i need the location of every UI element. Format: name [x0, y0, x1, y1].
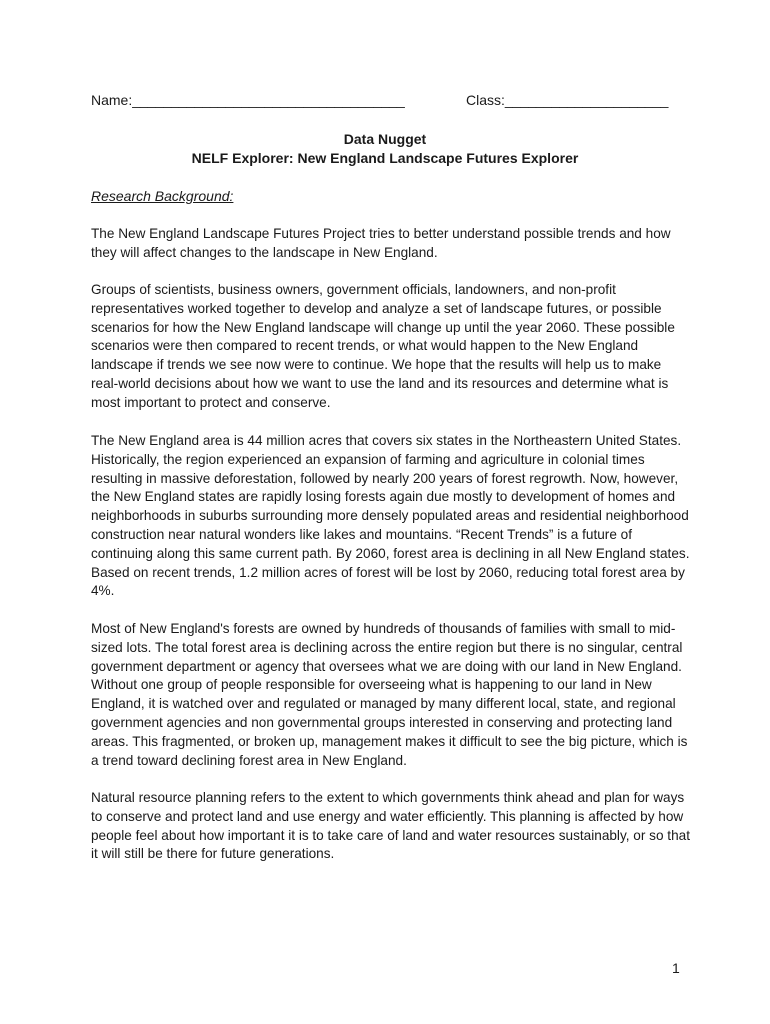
name-field-line: Name:___________________________________	[91, 92, 405, 108]
document-title: Data Nugget	[343, 131, 427, 147]
section-heading: Research Background:	[91, 188, 234, 204]
page-number: 1	[672, 960, 680, 976]
paragraph-2: Groups of scientists, business owners, government officials, landowners, and non-profit representatives worked together to develop and analyze a set of landscape futures, or possible scenarios for how the New England landscape will change up until the year 2060. These possible scenarios were then compared to recent trends, or what would happen to the New England landscape if trends we see now were to continue. We hope that the results will help us to make real-world decisions about how we want to use the land and its resources and determine what is most important to protect and conserve.	[91, 282, 675, 410]
class-field-line: Class:_____________________	[466, 92, 669, 108]
paragraph-3: The New England area is 44 million acres that covers six states in the Northeastern United States. Historically, the region experienced an expansion of farming and agriculture in colonial times resulting in massive deforestation, followed by nearly 200 years of forest regrowth. Now, however, the New England states are rapidly losing forests again due mostly to development of homes and neighborhoods in suburbs surrounding more densely populated areas and residential neighborhood construction near natural wonders like lakes and mountains. “Recent Trends” is a future of continuing along this same current path. By 2060, forest area is declining in all New England states. Based on recent trends, 1.2 million acres of forest will be lost by 2060, reducing total forest area by 4%.	[91, 433, 690, 599]
paragraph-1: The New England Landscape Futures Project tries to better understand possible trends and how they will affect changes to the landscape in New England.	[91, 226, 671, 260]
paragraph-4: Most of New England's forests are owned by hundreds of thousands of families with small to mid-sized lots. The total forest area is declining across the entire region but there is no singular, central government department or agency that oversees what we are doing with our land in New England. Without one group of people responsible for overseeing what is happening to our land in New England, it is watched over and regulated or managed by many different local, state, and regional government agencies and non governmental groups interested in conserving and protecting land areas. This fragmented, or broken up, management makes it difficult to see the big picture, which is a trend toward declining forest area in New England.	[91, 621, 688, 768]
paragraph-5: Natural resource planning refers to the extent to which governments think ahead and plan for ways to conserve and protect land and use energy and water efficiently. This planning is affected by how people feel about how important it is to take care of land and water resources sustainably, or so that it will still be there for future generations.	[91, 790, 690, 862]
document-subtitle: NELF Explorer: New England Landscape Futures Explorer	[191, 150, 579, 166]
